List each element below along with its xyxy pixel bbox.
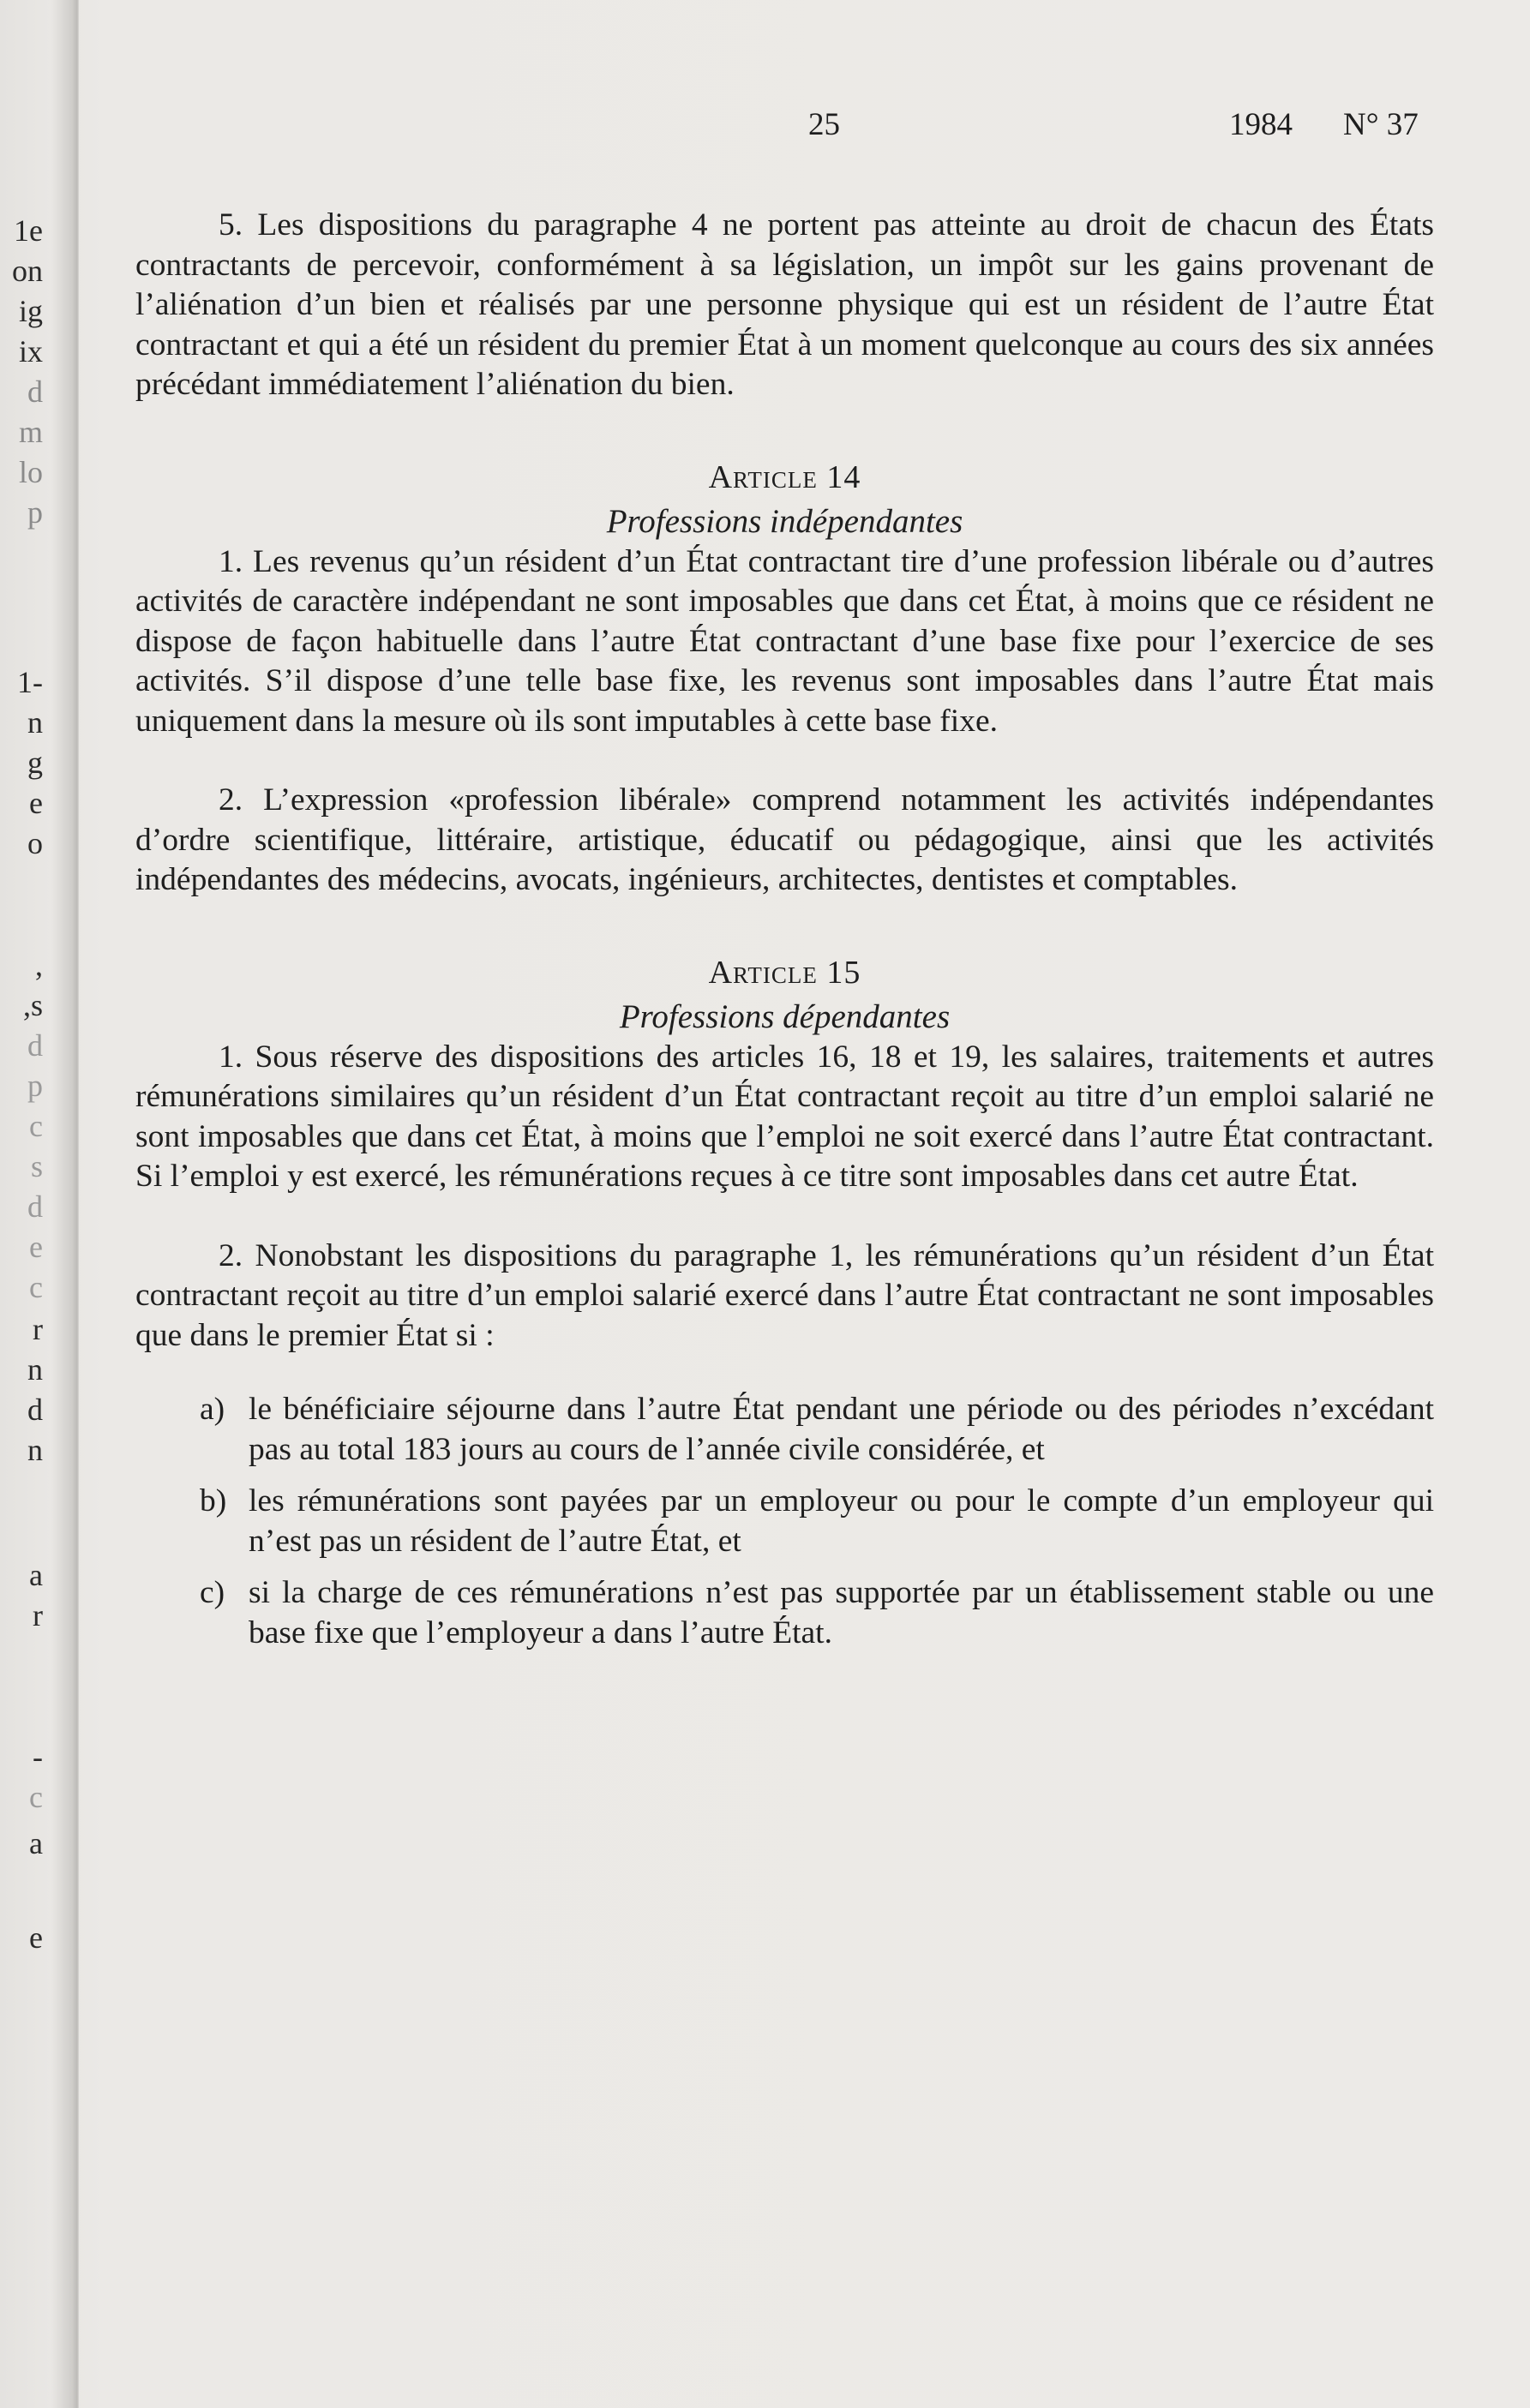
margin-fragment: o: [27, 826, 43, 860]
margin-fragment: -: [33, 1740, 43, 1774]
margin-fragment: n: [27, 705, 43, 740]
list-item-text: le bénéficiaire séjourne dans l’autre État pendant une période ou des périodes n’excédant pas au total 183 jours au cours de l’année civile considérée, et: [249, 1392, 1434, 1467]
article-14-paragraph-2: 2. L’expression «profession libérale» comprend notamment les activités indépendantes d’ordre scientifique, littéraire, artistique, éducatif ou pédagogique, ainsi que les activités indépendantes des médecins, avocats, ingénieurs, architectes, dentistes et comptables.: [135, 782, 1434, 897]
list-item-text: les rémunérations sont payées par un employeur ou pour le compte d’un employeur qui n’est pas un résident de l’autre État, et: [249, 1483, 1434, 1559]
margin-fragment: d: [27, 1028, 43, 1063]
margin-fragment: 1-: [17, 665, 43, 699]
margin-fragment: r: [33, 1312, 43, 1346]
margin-fragment: m: [18, 415, 43, 449]
list-item-text: si la charge de ces rémunérations n’est pas supportée par un établissement stable ou une base fixe que l’employeur a dans l’autre État.: [249, 1575, 1434, 1650]
margin-fragment: c: [29, 1780, 43, 1814]
margin-fragment: a: [29, 1826, 43, 1860]
margin-fragment: p: [27, 495, 43, 530]
list-item: [135, 1390, 1434, 1470]
margin-fragment: g: [27, 746, 43, 780]
margin-fragment: ig: [18, 294, 43, 328]
article-15-paragraph-2: 2. Nonobstant les dispositions du paragraphe 1, les rémunérations qu’un résident d’un État contractant reçoit au titre d’un emploi salarié exercé dans l’autre État contractant ne sont imposables que dans le premier État si :: [135, 1237, 1434, 1353]
margin-fragment: ,: [35, 948, 43, 982]
margin-fragment: d: [27, 1189, 43, 1224]
margin-fragment: a: [29, 1558, 43, 1592]
article-14-subtitle: Professions indépendantes: [606, 502, 963, 540]
margin-fragment: e: [29, 1230, 43, 1264]
article-15-subtitle: Professions dépendantes: [619, 997, 951, 1035]
article-15-paragraph-1: 1. Sous réserve des dispositions des articles 16, 18 et 19, les salaires, traitements et autres rémunérations similaires qu’un résident d’un État contractant reçoit au titre d’un emploi salarié ne sont imposables que dans cet État, à moins que l’emploi ne soit exercé dans l’autre État contractant. Si l’emploi y est exercé, les rémunérations reçues à ce titre sont imposables dans cet autre État.: [135, 1039, 1434, 1194]
list-marker: c): [200, 1575, 225, 1610]
margin-fragment: r: [33, 1598, 43, 1632]
margin-fragment: e: [29, 786, 43, 820]
margin-fragment: e: [29, 1920, 43, 1955]
margin-fragment: s: [30, 1149, 43, 1183]
header-year: 1984: [1229, 107, 1293, 142]
document-body: [135, 206, 1434, 1686]
margin-fragment: ,s: [22, 988, 43, 1022]
margin-fragment: ix: [18, 334, 43, 368]
list-marker: a): [200, 1392, 225, 1427]
margin-fragment: on: [12, 254, 43, 288]
margin-fragment: lo: [18, 455, 43, 489]
article-15: [135, 952, 1434, 1654]
margin-fragment: d: [27, 1393, 43, 1427]
page-number: 25: [808, 107, 840, 142]
list-marker: b): [200, 1483, 227, 1518]
list-item: [135, 1482, 1434, 1561]
header-issue-number: N° 37: [1343, 107, 1419, 142]
article-14-title: Article 14: [708, 458, 861, 495]
paragraph-5: 5. Les dispositions du paragraphe 4 ne portent pas atteinte au droit de chacun des États contractants de percevoir, conformément à sa législation, un impôt sur les gains provenant de l’aliénation d’un bien et réalisés par une personne physique qui est un résident de l’autre État contractant et qui a été un résident du premier État à un moment quelconque au cours des six années précédant immédiatement l’aliénation du bien.: [135, 207, 1434, 402]
previous-page-edge: [0, 0, 51, 2408]
margin-fragment: n: [27, 1433, 43, 1467]
article-14: [135, 457, 1434, 901]
margin-fragment: c: [29, 1109, 43, 1143]
margin-fragment: n: [27, 1352, 43, 1387]
margin-fragment: 1e: [14, 213, 43, 248]
article-15-conditions-list: [135, 1390, 1434, 1653]
margin-fragment: d: [27, 374, 43, 409]
list-item: [135, 1573, 1434, 1653]
article-15-title: Article 15: [708, 954, 861, 991]
margin-fragment: p: [27, 1069, 43, 1103]
article-14-paragraph-1: 1. Les revenus qu’un résident d’un État contractant tire d’une profession libérale ou d’autres activités de caractère indépendant ne sont imposables que dans cet État, à moins que ce résident ne dispose de façon habituelle dans l’autre État contractant d’une base fixe pour l’exercice de ses activités. S’il dispose d’une telle base fixe, les revenus sont imposables dans l’autre État mais uniquement dans la mesure où ils sont imputables à cette base fixe.: [135, 543, 1434, 739]
margin-fragment: c: [29, 1270, 43, 1304]
